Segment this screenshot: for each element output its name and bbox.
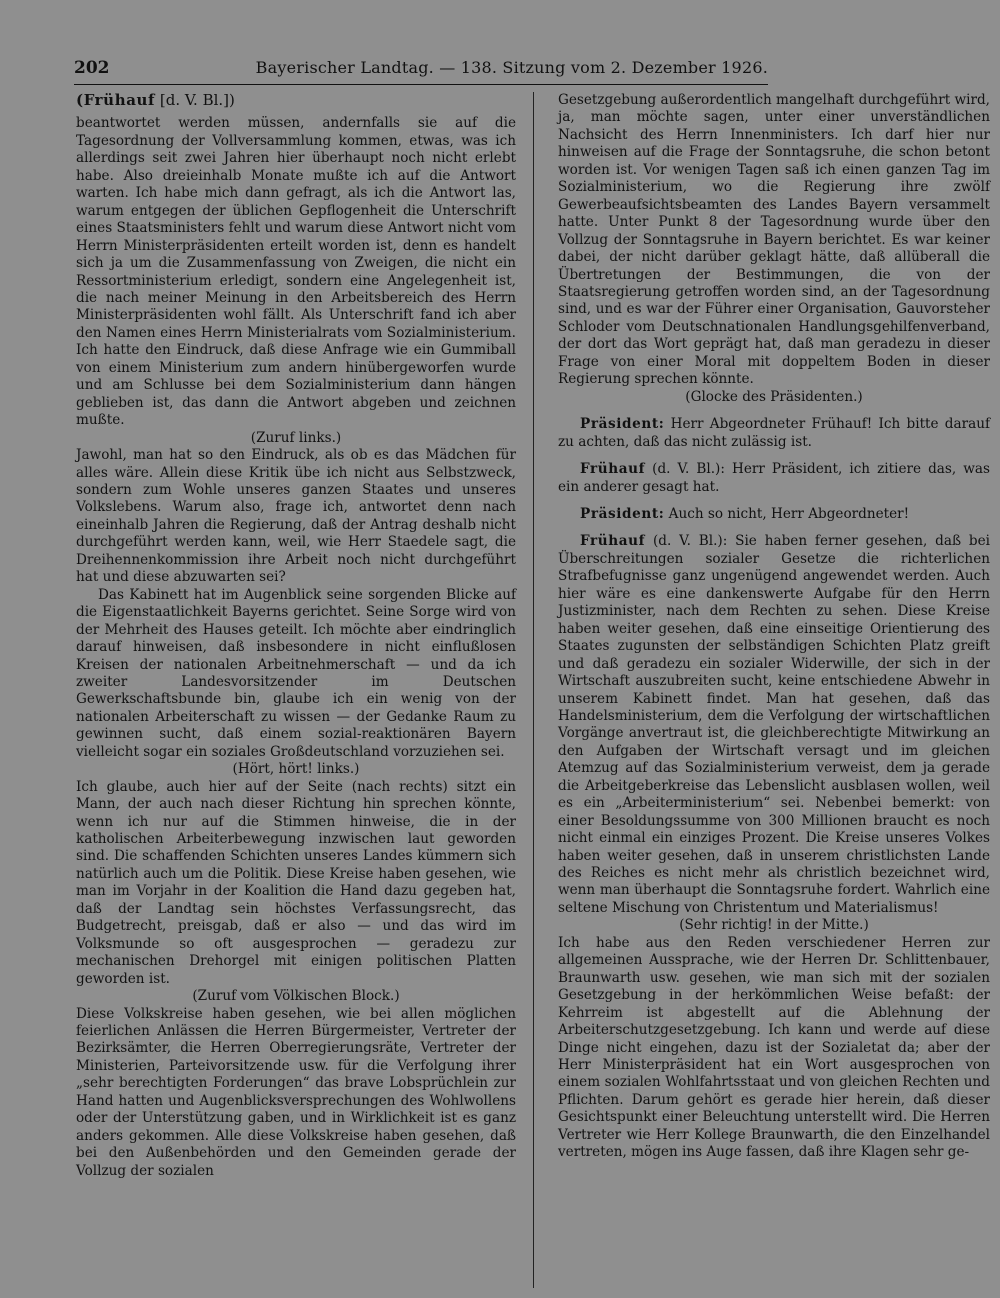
right-column [558, 92, 990, 1162]
column-divider [533, 92, 534, 1288]
running-title: Bayerischer Landtag. — 138. Sitzung vom 2. Dezember 1926. [255, 58, 768, 77]
fruehauf-text-2: (d. V. Bl.): Sie haben ferner gesehen, daß bei Überschreitungen sozialer Gesetze die richterlichen Strafbefugnisse ganz ungenügend angewendet werden. Auch hier wäre es eine dankenswerte Aufgabe für den Herrn Justizminister, nach dem Rechten zu sehen. Diese Kreise haben weiter gesehen, daß eine einseitige Orientierung des Staates zugunsten der selbständigen Schichten Platz greift und daß geradezu ein sozialer Widerwille, der sich in der Wirtschaft auszubreiten sucht, keine entschiedene Abwehr in unserem Kabinett findet. Man hat gesehen, daß das Handelsministerium, dem die Verfolgung der wirtschaftlichen Vorgänge anvertraut ist, die gleichberechtigte Mitwirkung an den Aufgaben der Wirtschaft versagt und im gleichen Atemzug auf das Sozialministerium verweist, dem ja gerade die Arbeitgeberkreise das Lebenslicht ausblasen wollen, weil es ein „Arbeiterministerium“ sei. Nebenbei bemerkt: von einer Besoldungssumme von 300 Millionen braucht es noch nicht einmal ein einziges Prozent. Die Kreise unseres Volkes haben weiter gesehen, daß in unserem christlichsten Lande des Reiches es nicht mehr als christlich bezeichnet wird, wenn man überhaupt die Sonntagsruhe fordert. Wahrlich eine seltene Mischung von Christentum und Materialismus! [558, 533, 990, 916]
interjection-zuruf-links: (Zuruf links.) [250, 429, 342, 446]
president-text-1: Herr Abgeordneter Frühauf! Ich bitte darauf zu achten, daß das nicht zulässig ist. [558, 416, 990, 450]
fruehauf-speaker-1: Frühauf [580, 461, 646, 478]
heading-speaker: (Frühauf [76, 91, 156, 109]
president-remark-2 [558, 506, 990, 523]
left-paragraph-3: Das Kabinett hat im Augenblick seine sorgenden Blicke auf die Eigenstaatlichkeit Bayerns gerichtet. Seine Sorge wird von der Mehrheit des Hauses geteilt. Ich möchte aber eindringlich darauf hinweisen, daß insbesondere in nicht einflußlosen Kreisen der nationalen Arbeitnehmerschaft — und da ich zweiter Landesvorsitzender im Deutschen Gewerkschaftsbunde bin, glaube ich ein wenig von der nationalen Arbeiterschaft zu wissen — der Gedanke Raum zu gewinnen sucht, daß einem sozial-reaktionären Bayern vielleicht sogar ein soziales Großdeutschland vorzuziehen sei. [76, 586, 516, 760]
interjection-sehr-richtig: (Sehr richtig! in der Mitte.) [679, 917, 869, 934]
fruehauf-remark-2 [558, 533, 990, 917]
speaker-heading [76, 92, 516, 109]
president-text-2: Auch so nicht, Herr Abgeordneter! [668, 505, 910, 522]
left-column [76, 92, 516, 1180]
left-paragraph-5: Diese Volkskreise haben gesehen, wie bei allen möglichen feierlichen Anlässen die Herren Bürgermeister, Vertreter der Bezirksämter, die Herren Oberregierungsräte, Vertreter der Ministerien, Parteivorsitzende usw. für die Verfolgung ihrer „sehr berechtigten Forderungen“ das brave Lobsprüchlein zur Hand hatten und Augenblicksversprechungen des Wohlwollens oder der Unterstützung gaben, und in Wirklichkeit ist es ganz anders gekommen. Alle diese Volkskreise haben gesehen, daß bei den Außenbehörden und den Gemeinden gerade der Vollzug der sozialen [76, 1005, 516, 1179]
president-speaker-1: Präsident: [580, 416, 665, 433]
president-remark-1 [558, 416, 990, 451]
right-paragraph-1: Gesetzgebung außerordentlich mangelhaft durchgeführt wird, ja, man möchte sagen, unter einer unverständlichen Nachsicht des Herrn Innenministers. Ich darf hier nur hinweisen auf die Frage der Sonntagsruhe, die schon betont worden ist. Vor wenigen Tagen saß ich einen ganzen Tag im Sozialministerium, wo die Regierung ihre zwölf Gewerbeaufsichtsbeamten des Landes Bayern versammelt hatte. Unter Punkt 8 der Tagesordnung wurde über den Vollzug der Sonntagsruhe in Bayern berichtet. Es war keiner dabei, der nicht darüber geklagt hätte, daß allüberall die Übertretungen der Bestimmungen, die von der Staatsregierung getroffen worden sind, an der Tagesordnung sind, und es war der Führer einer Organisation, Gauvorsteher Schloder vom Deutschnationalen Handlungsgehilfenverband, der dort das Wort geprägt hat, daß man geradezu in dieser Frage von einer Moral mit doppeltem Boden in dieser Regierung sprechen könnte. [558, 92, 990, 388]
fruehauf-text-1: (d. V. Bl.): Herr Präsident, ich zitiere das, was ein anderer gesagt hat. [558, 461, 990, 495]
fruehauf-speaker-2: Frühauf [580, 533, 646, 550]
interjection-hoert-hoert: (Hört, hört! links.) [232, 761, 360, 778]
left-paragraph-4: Ich glaube, auch hier auf der Seite (nach rechts) sitzt ein Mann, der auch nach dieser Richtung hin sprechen könnte, wenn ich nur auf die Stimmen hinweise, die in der katholischen Arbeiterbewegung inzwischen laut geworden sind. Die schaffenden Schichten unseres Landes kümmern sich natürlich auch um die Politik. Diese Kreise haben gesehen, wie man im Vorjahr in der Koalition die Hand dazu gegeben hat, daß der Landtag sein höchstes Verfassungsrecht, das Budgetrecht, preisgab, daß er also — und das wird im Volksmunde so oft ausgesprochen — geradezu zur mechanischen Drehorgel mit einigen politischen Platten geworden ist. [76, 778, 516, 987]
page-header [74, 58, 768, 85]
right-paragraph-2: Ich habe aus den Reden verschiedener Herren zur allgemeinen Aussprache, wie der Herren Dr. Schlittenbauer, Braunwarth usw. gesehen, wie man sich mit der sozialen Gesetzgebung in der herkömmlichen Weise befaßt: der Kehrreim ist abgestellt auf die Ablehnung der Arbeiterschutzgesetzgebung. Ich kann und werde auf diese Dinge nicht eingehen, dazu ist der Sozialetat da; aber der Herr Ministerpräsident hat ein Wort ausgesprochen von einem sozialen Wohlfahrtsstaat und von gleichen Rechten und Pflichten. Darum gehört es gerade hier herein, daß dieser Gesichtspunkt einer Beleuchtung unterstellt wird. Die Herren Vertreter wie Herr Kollege Braunwarth, die den Einzelhandel vertreten, mögen ins Auge fassen, daß ihre Klagen sehr ge- [558, 934, 990, 1161]
left-paragraph-2: Jawohl, man hat so den Eindruck, als ob es das Mädchen für alles wäre. Allein diese Kritik übe ich nicht aus Selbstzweck, sondern zum Wohle unseres ganzen Staates und unseres Volkslebens. Warum also, frage ich, antwortet denn nach eineinhalb Jahren die Regierung, daß der Antrag deshalb nicht durchgeführt werden kann, weil, wie Herr Staedele sagt, die Dreihennenkommission ihre Arbeit noch nicht durchgeführt hat und diese abzuwarten sei? [76, 447, 516, 586]
page-number: 202 [74, 58, 110, 78]
interjection-glocke: (Glocke des Präsidenten.) [685, 388, 863, 405]
fruehauf-remark-1 [558, 461, 990, 496]
left-paragraph-1: beantwortet werden müssen, andernfalls sie auf die Tagesordnung der Vollversammlung kommen, etwas, was ich allerdings seit zwei Jahren hier überhaupt noch nicht erlebt habe. Also dreieinhalb Monate mußte ich auf die Antwort warten. Ich habe mich dann gefragt, als ich die Antwort las, warum entgegen der üblichen Gepflogenheit die Unterschrift eines Staatsministers fehlt und warum diese Antwort nicht vom Herrn Ministerpräsidenten erteilt worden ist, denn es handelt sich ja um die Zusammenfassung von Zweigen, die nicht ein Ressortministerium erledigt, sondern eine Angelegenheit ist, die nach meiner Meinung in den Arbeitsbereich des Herrn Ministerpräsidenten wohl fällt. Als Unterschrift fand ich aber den Namen eines Herrn Ministerialrats vom Sozialministerium. Ich hatte den Eindruck, daß diese Anfrage wie ein Gummiball von einem Ministerium zum andern hinübergeworfen wurde und am Schlusse bei dem Sozialministerium dann hängen geblieben ist, das dann die Antwort abgeben und zeichnen mußte. [76, 115, 516, 429]
heading-party: [d. V. Bl.]) [159, 91, 235, 109]
interjection-voelkischer-block: (Zuruf vom Völkischen Block.) [192, 988, 400, 1005]
president-speaker-2: Präsident: [580, 505, 665, 522]
